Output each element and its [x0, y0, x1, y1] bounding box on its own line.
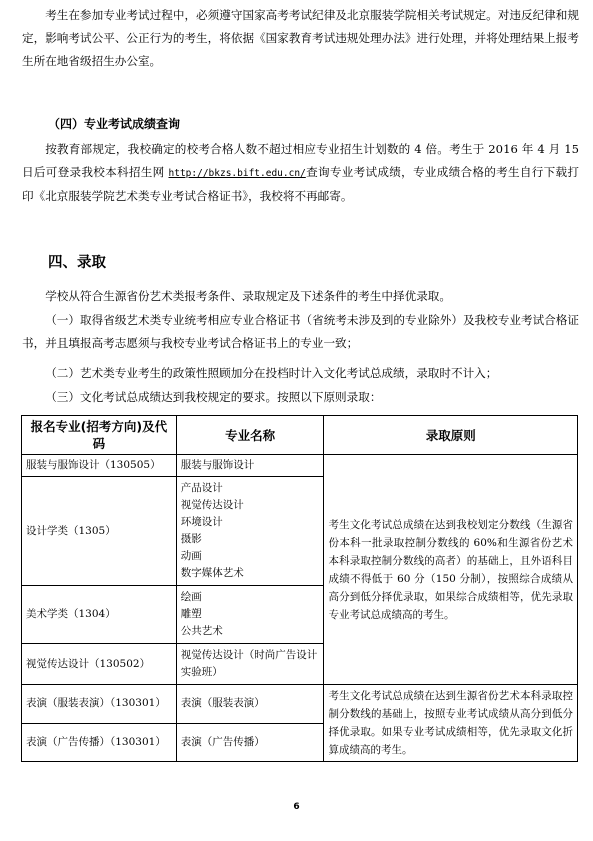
category-cell: 视觉传达设计（130502） — [22, 644, 177, 685]
major-item: 视觉传达设计 — [180, 499, 244, 511]
paragraph-admission-intro: 学校从符合生源省份艺术类报考条件、录取规定及下述条件的考生中择优录取。 — [45, 289, 451, 303]
paragraph-score-query — [22, 138, 579, 208]
query-text-before-url: 按教育部规定，我校确定的校考合格人数不超过相应专业招生计划数的 4 倍。考生于 2016 年 4 月 15 日后可登录我校本科招生网 — [22, 142, 579, 179]
table-header-row — [22, 416, 578, 455]
major-item: 绘画 — [180, 591, 202, 603]
major-list-cell — [176, 477, 324, 586]
category-cell: 美术学类（1304） — [22, 586, 177, 644]
query-text-after-url: 查询专业考试成绩，专业成绩合格的考生自行下载打印《北京服装学院艺术类专业考试合格证书》，我校将不再邮寄。 — [22, 165, 579, 203]
header-admission-rule: 录取原则 — [324, 416, 578, 455]
table-row — [22, 685, 578, 724]
paragraph-condition-3: （三）文化考试总成绩达到我校规定的要求。按照以下原则录取： — [45, 390, 382, 404]
admission-website-link[interactable]: http://bkzs.bift.edu.cn/ — [168, 168, 306, 179]
major-item: 动画 — [180, 550, 202, 562]
paragraph-exam-discipline: 考生在参加专业考试过程中，必须遵守国家高考考试纪律及北京服装学院相关考试规定。对违反纪律和规定，影响考试公平、公正行为的考生，将依据《国家教育考试违规处理办法》进行处理，并将处理结果上报考生所在地省级招生办公室。 — [22, 8, 579, 68]
major-item: 公共艺术 — [180, 625, 223, 637]
page-number: 6 — [293, 802, 300, 812]
category-cell: 服装与服饰设计（130505） — [22, 455, 177, 477]
admission-rule-cell: 考生文化考试总成绩在达到生源省份艺术本科录取控制分数线的基础上，按照专业考试成绩从高分到低分择优录取。如果专业考试成绩相等，优先录取文化折算成绩高的考生。 — [324, 685, 578, 762]
major-cell: 服装与服饰设计 — [176, 455, 324, 477]
admission-heading: 四、录取 — [48, 254, 106, 271]
major-cell: 视觉传达设计（时尚广告设计实验班） — [176, 644, 324, 685]
major-item: 环境设计 — [180, 516, 223, 528]
header-major-name: 专业名称 — [176, 416, 324, 455]
admission-rule-cell: 考生文化考试总成绩在达到我校划定分数线（生源省份本科一批录取控制分数线的 60%和生源省份艺术本科录取控制分数线的高者）的基础上，且外语科目成绩不得低于 60 分（150 分制），按照综合成绩从高分到低分择优录取，如果综合成绩相等，优先录取专业考试总成绩高的考生。 — [324, 455, 578, 685]
major-item: 雕塑 — [180, 608, 202, 620]
table-row — [22, 455, 578, 477]
admission-table — [21, 415, 578, 762]
header-applied-major: 报名专业(招考方向)及代码 — [22, 416, 177, 455]
section-heading-score-query: （四）专业考试成绩查询 — [48, 117, 181, 131]
major-item: 数字媒体艺术 — [180, 567, 244, 579]
category-cell: 表演（广告传播）（130301） — [22, 723, 177, 762]
paragraph-condition-2: （二）艺术类专业考生的政策性照顾加分在投档时计入文化考试总成绩，录取时不计入； — [45, 366, 498, 380]
major-item: 产品设计 — [180, 482, 223, 494]
paragraph-condition-1: （一）取得省级艺术类专业统考相应专业合格证书（省统考未涉及到的专业除外）及我校专业考试合格证书，并且填报高考志愿须与我校专业考试合格证书上的专业一致； — [22, 313, 579, 350]
major-cell: 表演（广告传播） — [176, 723, 324, 762]
major-cell: 表演（服装表演） — [176, 685, 324, 724]
category-cell: 表演（服装表演）（130301） — [22, 685, 177, 724]
category-cell: 设计学类（1305） — [22, 477, 177, 586]
major-item: 摄影 — [180, 533, 202, 545]
major-list-cell — [176, 586, 324, 644]
